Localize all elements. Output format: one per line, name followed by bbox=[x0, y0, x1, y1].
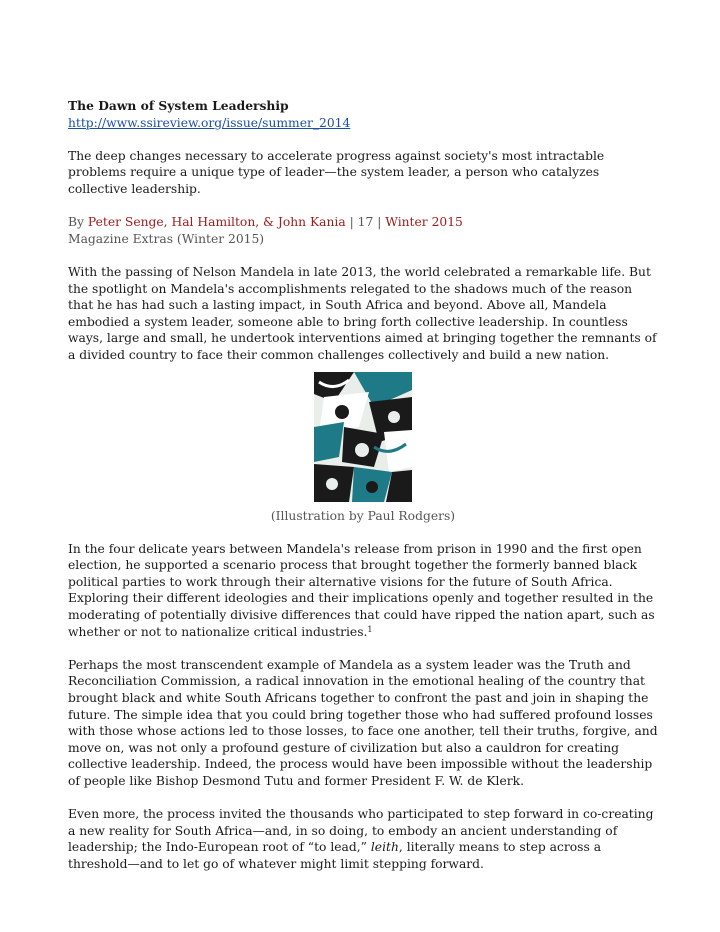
byline-prefix: By bbox=[68, 215, 88, 230]
article-dek: The deep changes necessary to accelerate progress against society's most intractable problems require a unique type of leader—the system leader, a person who catalyzes collective leadership. bbox=[68, 148, 605, 196]
byline-section: Magazine Extras (Winter 2015) bbox=[68, 231, 265, 246]
article bbox=[68, 98, 658, 873]
illustration-image bbox=[314, 372, 412, 502]
byline bbox=[68, 214, 658, 231]
paragraph-2-text: In the four delicate years between Mandela's release from prison in 1990 and the first open election, he supported a scenario process that brought together the formerly banned black political parties to work through their alternative visions for the future of South Africa. Exploring their different ideologies and their implications openly and together resulted in the moderating of potentially divisive differences that could have ripped the nation apart, such as whether or not to nationalize critical industries. bbox=[68, 541, 655, 639]
byline-authors[interactable]: Peter Senge, Hal Hamilton, & John Kania bbox=[87, 215, 346, 230]
paragraph-4-emphasis: leith bbox=[370, 840, 399, 855]
paragraph-2 bbox=[68, 541, 658, 641]
paragraph-4-text-b: , literally means to step across a threshold—and to let go of whatever might limit stepping forward. bbox=[68, 840, 602, 871]
byline-issue[interactable]: Winter 2015 bbox=[385, 215, 463, 230]
figure-caption: (Illustration by Paul Rodgers) bbox=[270, 508, 456, 523]
paragraph-3: Perhaps the most transcendent example of Mandela as a system leader was the Truth and Reconciliation Commission, a radical innovation in the emotional healing of the country that brought black and white South Africans together to confront the past and join in shaping the future. The simple idea that you could bring together those who had suffered profound losses with those whose actions led to those losses, to face one another, tell their truths, forgive, and move on, was not only a profound gesture of civilization but also a cauldron for creating collective leadership. Indeed, the process would have been impossible without the leadership of people like Bishop Desmond Tutu and former President F. W. de Klerk. bbox=[68, 657, 658, 788]
source-link[interactable]: http://www.ssireview.org/issue/summer_2014 bbox=[68, 115, 351, 130]
footnote-marker[interactable]: 1 bbox=[367, 624, 373, 634]
paragraph-4 bbox=[68, 806, 658, 872]
byline-separator: | 17 | bbox=[345, 215, 386, 230]
paragraph-4-text-a: Even more, the process invited the thousands who participated to step forward in co-creating a new reality for South Africa—and, in so doing, to embody an ancient understanding of leadership; the Indo-European root of “to lead,” bbox=[68, 807, 654, 855]
illustration-figure bbox=[68, 372, 658, 525]
paragraph-1: With the passing of Nelson Mandela in late 2013, the world celebrated a remarkable life. But the spotlight on Mandela's accomplishments relegated to the shadows much of the reason that he has had such a lasting impact, in South Africa and beyond. Above all, Mandela embodied a system leader, someone able to bring forth collective leadership. In countless ways, large and small, he undertook interventions aimed at bringing together the remnants of a divided country to face their common challenges collectively and build a new nation. bbox=[68, 264, 657, 362]
article-title: The Dawn of System Leadership bbox=[68, 98, 289, 113]
